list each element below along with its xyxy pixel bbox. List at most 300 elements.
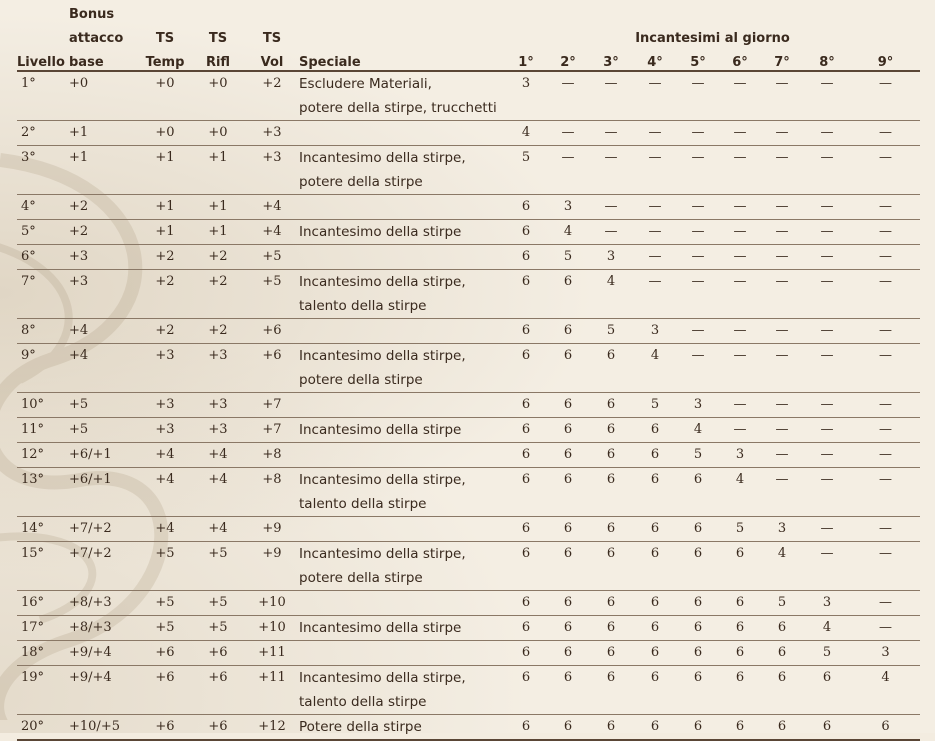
level-cell: 18°: [21, 645, 45, 660]
level-cell: 11°: [21, 422, 45, 437]
spells-per-day-cell: 6: [735, 595, 745, 610]
level-cell: 15°: [21, 546, 45, 561]
special-line: Incantesimo della stirpe,: [299, 274, 466, 290]
spells-per-day-cell: 6: [693, 521, 703, 536]
level-cell: 13°: [21, 472, 45, 487]
level-cell: 17°: [21, 620, 45, 635]
spells-per-day-cell: —: [733, 422, 747, 437]
spells-per-day-cell: —: [879, 199, 892, 214]
fort-save-cell: +1: [155, 224, 175, 239]
spells-per-day-cell: 6: [521, 472, 531, 487]
special-cell: [299, 270, 505, 319]
will-save-cell: +10: [258, 595, 286, 610]
spells-per-day-cell: —: [879, 397, 892, 412]
will-save-cell: +6: [262, 348, 282, 363]
ref-save-cell: +4: [208, 521, 228, 536]
table-header: [17, 0, 920, 71]
spells-per-day-cell: —: [604, 150, 618, 165]
table-row: [17, 715, 920, 741]
spells-per-day-cell: 6: [521, 397, 531, 412]
fort-save-cell: +6: [155, 670, 175, 685]
spells-per-day-cell: 6: [650, 546, 660, 561]
ref-save-cell: +6: [208, 645, 228, 660]
table-row: [17, 666, 920, 715]
spells-per-day-cell: 6: [881, 719, 890, 734]
ref-save-cell: +2: [208, 274, 228, 289]
table-row: [17, 195, 920, 220]
bab-cell: +4: [69, 348, 89, 363]
spells-per-day-cell: 6: [650, 645, 660, 660]
will-save-cell: +11: [258, 645, 286, 660]
spells-per-day-cell: 4: [693, 422, 703, 437]
spells-per-day-cell: 6: [606, 645, 616, 660]
fort-save-cell: +4: [155, 521, 175, 536]
spells-per-day-cell: 6: [693, 595, 703, 610]
table-row: [17, 319, 920, 344]
header-will-line1: TS: [262, 31, 282, 46]
spells-per-day-cell: —: [604, 224, 618, 239]
level-cell: 3°: [21, 150, 36, 165]
spells-per-day-cell: —: [604, 199, 618, 214]
fort-save-cell: +0: [155, 125, 175, 140]
will-save-cell: +3: [262, 150, 282, 165]
spells-per-day-cell: 5: [606, 323, 616, 338]
spells-per-day-cell: —: [820, 422, 834, 437]
spells-per-day-cell: 3: [693, 397, 703, 412]
spells-per-day-cell: 3: [521, 76, 531, 91]
header-fort-line1: TS: [155, 31, 175, 46]
spells-per-day-cell: —: [820, 224, 834, 239]
level-cell: 12°: [21, 447, 45, 462]
fort-save-cell: +6: [155, 645, 175, 660]
spells-per-day-cell: —: [691, 224, 705, 239]
spells-per-day-cell: —: [648, 224, 662, 239]
fort-save-cell: +2: [155, 323, 175, 338]
special-line: Incantesimo della stirpe,: [299, 670, 466, 686]
bab-cell: +7/+2: [69, 521, 112, 536]
special-line: talento della stirpe: [299, 694, 427, 710]
special-line: Incantesimo della stirpe,: [299, 546, 466, 562]
spells-per-day-cell: 6: [735, 645, 745, 660]
header-spell-level: 6°: [719, 46, 761, 71]
spells-per-day-cell: 6: [650, 422, 660, 437]
header-ref-line2: Rifl: [191, 46, 245, 71]
ref-save-cell: +0: [208, 125, 228, 140]
header-spell-level: 8°: [803, 46, 851, 71]
spells-per-day-cell: —: [733, 150, 747, 165]
header-spell-level: 2°: [547, 46, 589, 71]
spells-per-day-cell: 4: [650, 348, 660, 363]
spells-per-day-cell: —: [879, 447, 892, 462]
spells-per-day-cell: 3: [822, 595, 832, 610]
spells-per-day-cell: 4: [521, 125, 531, 140]
spells-per-day-cell: 3: [563, 199, 573, 214]
spells-per-day-cell: 6: [563, 645, 573, 660]
header-spell-level: 9°: [851, 46, 920, 71]
spells-per-day-cell: —: [879, 249, 892, 264]
table-row: [17, 517, 920, 542]
will-save-cell: +5: [262, 249, 282, 264]
level-cell: 4°: [21, 199, 36, 214]
spells-per-day-cell: 6: [521, 670, 531, 685]
spells-per-day-cell: 6: [606, 348, 616, 363]
table-row: [17, 616, 920, 641]
spells-per-day-cell: —: [691, 348, 705, 363]
special-cell: [299, 641, 505, 666]
spells-per-day-cell: 3: [650, 323, 660, 338]
will-save-cell: +8: [262, 447, 282, 462]
spells-per-day-cell: 6: [777, 620, 787, 635]
spells-per-day-cell: 6: [521, 249, 531, 264]
header-bab-line2: attacco: [69, 31, 124, 46]
fort-save-cell: +2: [155, 274, 175, 289]
spells-per-day-cell: —: [820, 447, 834, 462]
bab-cell: +0: [69, 76, 89, 91]
table-body: [17, 71, 920, 740]
ref-save-cell: +2: [208, 323, 228, 338]
spells-per-day-cell: 6: [650, 521, 660, 536]
spells-per-day-cell: 6: [521, 422, 531, 437]
spells-per-day-cell: —: [648, 199, 662, 214]
spells-per-day-cell: 6: [693, 472, 703, 487]
spells-per-day-cell: —: [691, 199, 705, 214]
table-row: [17, 270, 920, 319]
ref-save-cell: +4: [208, 472, 228, 487]
spells-per-day-cell: 5: [650, 397, 660, 412]
spells-per-day-cell: —: [648, 150, 662, 165]
bab-cell: +8/+3: [69, 595, 112, 610]
spells-per-day-cell: —: [820, 472, 834, 487]
spells-per-day-cell: 6: [777, 719, 787, 734]
spells-per-day-cell: 6: [777, 670, 787, 685]
bab-cell: +4: [69, 323, 89, 338]
table-row: [17, 418, 920, 443]
ref-save-cell: +5: [208, 620, 228, 635]
header-spell-level: 3°: [589, 46, 633, 71]
spells-per-day-cell: —: [691, 150, 705, 165]
header-ref-line1: TS: [208, 31, 228, 46]
special-line: Incantesimo della stirpe: [299, 422, 462, 438]
will-save-cell: +5: [262, 274, 282, 289]
special-cell: [299, 146, 505, 195]
fort-save-cell: +2: [155, 249, 175, 264]
spells-per-day-cell: 5: [693, 447, 703, 462]
will-save-cell: +7: [262, 397, 282, 412]
spells-per-day-cell: —: [879, 348, 892, 363]
spells-per-day-cell: 5: [521, 150, 531, 165]
table-row: [17, 245, 920, 270]
spells-per-day-cell: 6: [563, 719, 573, 734]
level-cell: 8°: [21, 323, 36, 338]
ref-save-cell: +4: [208, 447, 228, 462]
spells-per-day-cell: —: [820, 125, 834, 140]
spells-per-day-cell: 3: [777, 521, 787, 536]
spells-per-day-cell: 6: [650, 719, 660, 734]
spells-per-day-cell: —: [820, 76, 834, 91]
header-spell-level: 1°: [505, 46, 547, 71]
spells-per-day-cell: 6: [650, 447, 660, 462]
special-cell: [299, 220, 505, 245]
spells-per-day-cell: 6: [563, 348, 573, 363]
table-row: [17, 71, 920, 121]
bab-cell: +1: [69, 125, 89, 140]
fort-save-cell: +5: [155, 620, 175, 635]
spells-per-day-cell: 6: [735, 546, 745, 561]
spells-per-day-cell: —: [604, 76, 618, 91]
spells-per-day-cell: 6: [563, 274, 573, 289]
spells-per-day-cell: —: [733, 274, 747, 289]
table-row: [17, 121, 920, 146]
spells-per-day-cell: —: [775, 397, 789, 412]
special-cell: [299, 319, 505, 344]
spells-per-day-cell: —: [775, 150, 789, 165]
spells-per-day-cell: —: [648, 125, 662, 140]
special-line: Incantesimo della stirpe: [299, 620, 462, 636]
spells-per-day-cell: 6: [563, 595, 573, 610]
bab-cell: +3: [69, 249, 89, 264]
spells-per-day-cell: 4: [881, 670, 890, 685]
bab-cell: +8/+3: [69, 620, 112, 635]
spells-per-day-cell: —: [775, 274, 789, 289]
special-cell: [299, 71, 505, 121]
special-line: Escludere Materiali,: [299, 76, 432, 92]
spells-per-day-cell: 6: [693, 645, 703, 660]
spells-per-day-cell: —: [879, 125, 892, 140]
will-save-cell: +12: [258, 719, 286, 734]
table-row: [17, 220, 920, 245]
special-cell: [299, 418, 505, 443]
special-line: Incantesimo della stirpe,: [299, 150, 466, 166]
bab-cell: +9/+4: [69, 645, 112, 660]
special-cell: [299, 195, 505, 220]
will-save-cell: +9: [262, 546, 282, 561]
header-fort-line2: Temp: [139, 46, 191, 71]
bab-cell: +5: [69, 422, 89, 437]
header-spell-level: 7°: [761, 46, 803, 71]
spells-per-day-cell: 4: [563, 224, 573, 239]
special-line: Potere della stirpe: [299, 719, 422, 735]
spells-per-day-cell: —: [820, 397, 834, 412]
header-spell-level: 5°: [677, 46, 719, 71]
spells-per-day-cell: 6: [735, 670, 745, 685]
spells-per-day-cell: —: [820, 348, 834, 363]
ref-save-cell: +3: [208, 397, 228, 412]
special-cell: [299, 715, 505, 741]
spells-per-day-cell: —: [648, 274, 662, 289]
special-line: talento della stirpe: [299, 298, 427, 314]
spells-per-day-cell: 6: [521, 199, 531, 214]
spells-per-day-cell: —: [820, 546, 834, 561]
spells-per-day-cell: 6: [693, 719, 703, 734]
special-cell: [299, 517, 505, 542]
spells-per-day-cell: 6: [693, 620, 703, 635]
special-cell: [299, 393, 505, 418]
bab-cell: +2: [69, 224, 89, 239]
bab-cell: +9/+4: [69, 670, 112, 685]
spells-per-day-cell: 6: [563, 546, 573, 561]
spells-per-day-cell: 6: [521, 323, 531, 338]
level-cell: 1°: [21, 76, 36, 91]
spells-per-day-cell: —: [879, 224, 892, 239]
spells-per-day-cell: 6: [521, 521, 531, 536]
table-row: [17, 591, 920, 616]
header-spells-per-day: Incantesimi al giorno: [635, 31, 790, 46]
spells-per-day-cell: 6: [563, 422, 573, 437]
ref-save-cell: +3: [208, 422, 228, 437]
spells-per-day-cell: —: [733, 76, 747, 91]
spells-per-day-cell: —: [648, 249, 662, 264]
fort-save-cell: +6: [155, 719, 175, 734]
bab-cell: +3: [69, 274, 89, 289]
fort-save-cell: +1: [155, 199, 175, 214]
special-cell: [299, 468, 505, 517]
table-row: [17, 468, 920, 517]
spells-per-day-cell: 6: [606, 595, 616, 610]
will-save-cell: +2: [262, 76, 282, 91]
bab-cell: +10/+5: [69, 719, 120, 734]
ref-save-cell: +1: [208, 199, 228, 214]
spells-per-day-cell: —: [820, 150, 834, 165]
special-line: Incantesimo della stirpe: [299, 224, 462, 240]
spells-per-day-cell: —: [775, 323, 789, 338]
spells-per-day-cell: —: [691, 76, 705, 91]
special-line: potere della stirpe: [299, 570, 423, 586]
spells-per-day-cell: 6: [563, 397, 573, 412]
ref-save-cell: +6: [208, 719, 228, 734]
fort-save-cell: +4: [155, 447, 175, 462]
table-row: [17, 542, 920, 591]
spells-per-day-cell: 6: [521, 645, 531, 660]
ref-save-cell: +3: [208, 348, 228, 363]
header-will-line2: Vol: [245, 46, 299, 71]
spells-per-day-cell: —: [733, 199, 747, 214]
spells-per-day-cell: 6: [735, 620, 745, 635]
spells-per-day-cell: —: [561, 150, 575, 165]
spells-per-day-cell: —: [733, 224, 747, 239]
fort-save-cell: +3: [155, 348, 175, 363]
level-cell: 10°: [21, 397, 45, 412]
bab-cell: +6/+1: [69, 472, 112, 487]
spells-per-day-cell: —: [561, 125, 575, 140]
spells-per-day-cell: —: [775, 199, 789, 214]
ref-save-cell: +5: [208, 546, 228, 561]
spells-per-day-cell: 6: [606, 447, 616, 462]
table-row: [17, 344, 920, 393]
spells-per-day-cell: 5: [735, 521, 745, 536]
spells-per-day-cell: 6: [606, 521, 616, 536]
fort-save-cell: +4: [155, 472, 175, 487]
spells-per-day-cell: —: [733, 397, 747, 412]
ref-save-cell: +2: [208, 249, 228, 264]
will-save-cell: +10: [258, 620, 286, 635]
spells-per-day-cell: —: [733, 348, 747, 363]
spells-per-day-cell: —: [775, 249, 789, 264]
spells-per-day-cell: —: [604, 125, 618, 140]
ref-save-cell: +1: [208, 224, 228, 239]
spells-per-day-cell: 6: [735, 719, 745, 734]
spells-per-day-cell: —: [820, 323, 834, 338]
will-save-cell: +4: [262, 224, 282, 239]
will-save-cell: +7: [262, 422, 282, 437]
bab-cell: +5: [69, 397, 89, 412]
spells-per-day-cell: 6: [606, 546, 616, 561]
spells-per-day-cell: 6: [606, 719, 616, 734]
spells-per-day-cell: 6: [777, 645, 787, 660]
level-cell: 7°: [21, 274, 36, 289]
special-line: Incantesimo della stirpe,: [299, 472, 466, 488]
spells-per-day-cell: —: [691, 249, 705, 264]
spells-per-day-cell: —: [691, 125, 705, 140]
spells-per-day-cell: 6: [650, 595, 660, 610]
fort-save-cell: +5: [155, 546, 175, 561]
spells-per-day-cell: 6: [521, 595, 531, 610]
spells-per-day-cell: 6: [563, 670, 573, 685]
level-cell: 6°: [21, 249, 36, 264]
spells-per-day-cell: —: [775, 422, 789, 437]
spells-per-day-cell: 6: [521, 719, 531, 734]
spells-per-day-cell: —: [775, 348, 789, 363]
special-cell: [299, 542, 505, 591]
level-cell: 20°: [21, 719, 45, 734]
spells-per-day-cell: —: [820, 274, 834, 289]
spells-per-day-cell: 6: [693, 546, 703, 561]
ref-save-cell: +1: [208, 150, 228, 165]
spells-per-day-cell: —: [775, 447, 789, 462]
spells-per-day-cell: 6: [650, 472, 660, 487]
spells-per-day-cell: 6: [521, 348, 531, 363]
special-line: Incantesimo della stirpe,: [299, 348, 466, 364]
spells-per-day-cell: 6: [606, 670, 616, 685]
spells-per-day-cell: —: [879, 595, 892, 610]
spells-per-day-cell: —: [733, 249, 747, 264]
header-spell-level: 4°: [633, 46, 677, 71]
spells-per-day-cell: 6: [650, 620, 660, 635]
spells-per-day-cell: —: [648, 76, 662, 91]
spells-per-day-cell: —: [879, 620, 892, 635]
spells-per-day-cell: —: [691, 274, 705, 289]
level-cell: 2°: [21, 125, 36, 140]
spells-per-day-cell: 4: [606, 274, 616, 289]
special-cell: [299, 245, 505, 270]
sorcerer-progression-table: [17, 0, 920, 741]
fort-save-cell: +5: [155, 595, 175, 610]
special-line: talento della stirpe: [299, 496, 427, 512]
will-save-cell: +3: [262, 125, 282, 140]
spells-per-day-cell: 4: [735, 472, 745, 487]
special-cell: [299, 121, 505, 146]
will-save-cell: +11: [258, 670, 286, 685]
level-cell: 9°: [21, 348, 36, 363]
spells-per-day-cell: 5: [777, 595, 787, 610]
will-save-cell: +8: [262, 472, 282, 487]
will-save-cell: +6: [262, 323, 282, 338]
special-line: potere della stirpe, trucchetti: [299, 100, 497, 116]
spells-per-day-cell: 6: [563, 620, 573, 635]
spells-per-day-cell: 6: [521, 447, 531, 462]
spells-per-day-cell: 6: [521, 274, 531, 289]
bab-cell: +6/+1: [69, 447, 112, 462]
level-cell: 19°: [21, 670, 45, 685]
special-cell: [299, 616, 505, 641]
special-cell: [299, 591, 505, 616]
spells-per-day-cell: —: [775, 224, 789, 239]
will-save-cell: +4: [262, 199, 282, 214]
spells-per-day-cell: 6: [521, 546, 531, 561]
spells-per-day-cell: 6: [521, 620, 531, 635]
spells-per-day-cell: —: [733, 323, 747, 338]
fort-save-cell: +1: [155, 150, 175, 165]
spells-per-day-cell: 6: [606, 472, 616, 487]
